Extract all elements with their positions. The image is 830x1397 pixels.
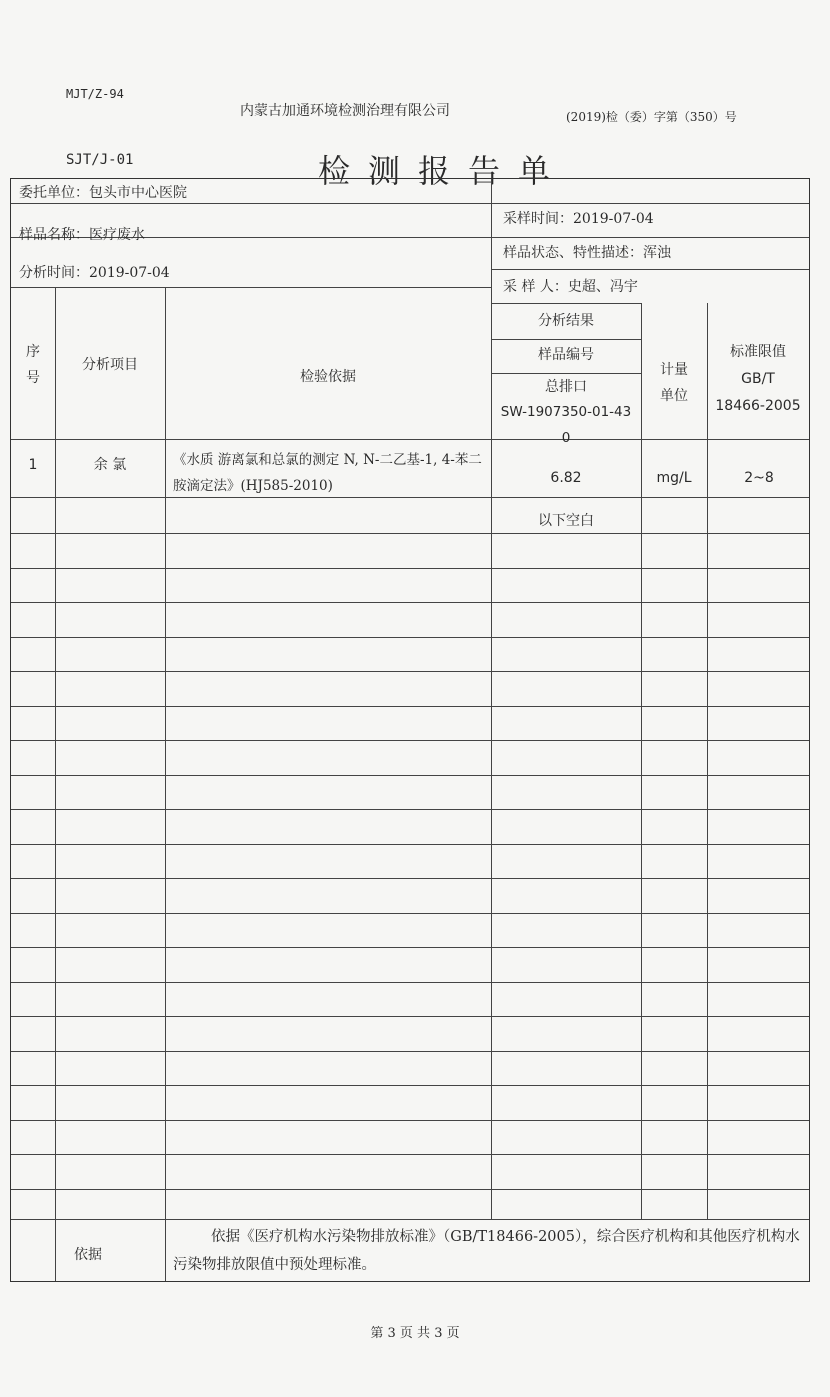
report-table bbox=[10, 178, 810, 1282]
table-rule bbox=[11, 1085, 810, 1086]
basis-label: 依据 bbox=[74, 1247, 102, 1263]
table-rule bbox=[11, 1016, 810, 1017]
column-header-sample-no: 样品编号 bbox=[538, 347, 594, 363]
sample-id: SW-1907350-01-430 bbox=[500, 404, 632, 446]
column-header-sample-point: 总排口 bbox=[545, 379, 587, 395]
column-header-item: 分析项目 bbox=[82, 357, 138, 373]
form-code: SJT/J-01 bbox=[66, 152, 134, 168]
row-value: 6.82 bbox=[550, 470, 582, 486]
table-rule bbox=[11, 740, 810, 741]
column-header-basis: 检验依据 bbox=[300, 369, 356, 385]
table-rule bbox=[11, 947, 810, 948]
table-rule bbox=[11, 1189, 810, 1190]
table-rule bbox=[11, 913, 810, 914]
company-name: 内蒙古加通环境检测治理有限公司 bbox=[240, 103, 450, 119]
table-rule bbox=[11, 568, 810, 569]
row-limit: 2~8 bbox=[744, 470, 774, 486]
page-title: 检测报告单 bbox=[318, 152, 569, 190]
table-rule bbox=[11, 809, 810, 810]
blank-note: 以下空白 bbox=[538, 513, 594, 529]
column-header-unit: 计量单位 bbox=[660, 362, 688, 404]
table-rule bbox=[11, 982, 810, 983]
column-header-result-group: 分析结果 bbox=[538, 313, 594, 329]
column-header-seq: 序号 bbox=[26, 344, 40, 386]
report-number: (2019)检（委）字第（350）号 bbox=[566, 110, 737, 124]
table-rule bbox=[11, 775, 810, 776]
row-unit: mg/L bbox=[656, 470, 692, 486]
client-field: 委托单位：包头市中心医院 bbox=[19, 185, 187, 201]
table-rule bbox=[11, 706, 810, 707]
table-rule bbox=[11, 844, 810, 845]
table-rule bbox=[11, 1120, 810, 1121]
table-rule bbox=[11, 671, 810, 672]
table-rule bbox=[11, 1154, 810, 1155]
table-rule bbox=[11, 637, 810, 638]
sampler-field: 采 样 人：史超、冯宇 bbox=[503, 279, 638, 295]
table-rule bbox=[11, 1051, 810, 1052]
sample-state-field: 样品状态、特性描述：浑浊 bbox=[503, 245, 671, 261]
column-header-limit: 标准限值 GB/T 18466-2005 bbox=[715, 344, 801, 414]
document-code: MJT/Z-94 bbox=[66, 87, 124, 101]
table-rule bbox=[11, 878, 810, 879]
sampling-time-field: 采样时间：2019-07-04 bbox=[503, 211, 654, 227]
table-rule bbox=[11, 533, 810, 534]
row-basis: 《水质 游离氯和总氯的测定 N, N-二乙基-1, 4-苯二胺滴定法》(HJ585-2010) bbox=[173, 452, 482, 494]
row-item: 余 氯 bbox=[93, 457, 127, 473]
analysis-time-field: 分析时间：2019-07-04 bbox=[19, 265, 170, 281]
row-seq: 1 bbox=[28, 457, 38, 473]
sample-name-field: 样品名称：医疗废水 bbox=[19, 227, 145, 243]
page-number: 第 3 页 共 3 页 bbox=[370, 1326, 460, 1341]
basis-text: 依据《医疗机构水污染物排放标准》（GB/T18466-2005），综合医疗机构和其他医疗机构水污染物排放限值中预处理标准。 bbox=[173, 1229, 800, 1273]
table-rule bbox=[11, 602, 810, 603]
